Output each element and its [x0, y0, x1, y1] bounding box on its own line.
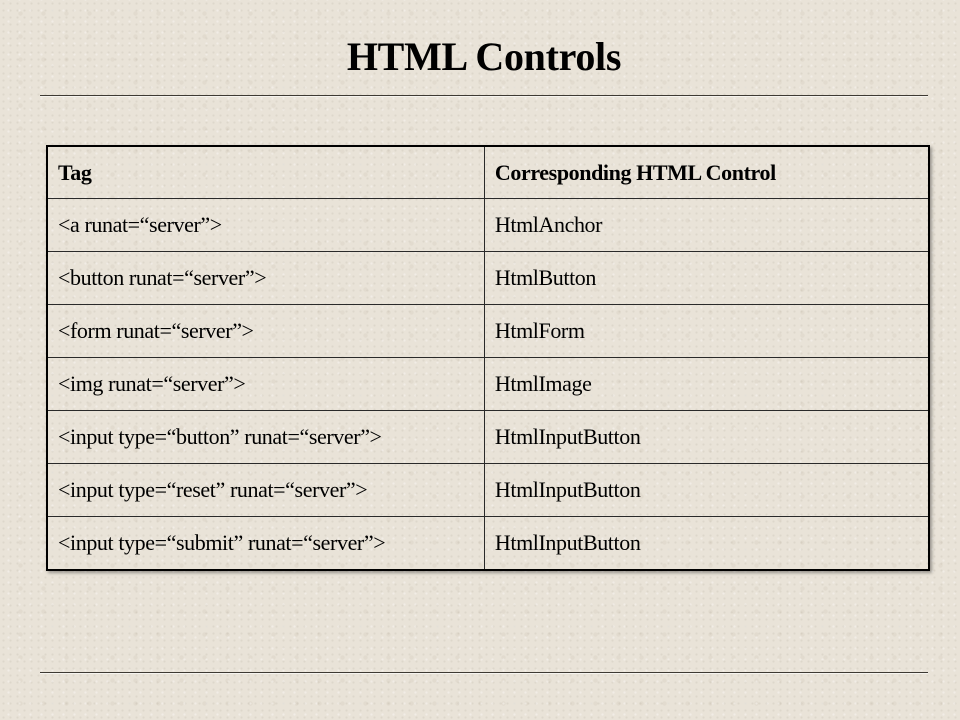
header-control: Corresponding HTML Control: [484, 146, 929, 199]
table-row: [47, 305, 929, 358]
control-cell: HtmlButton: [484, 252, 929, 305]
control-cell: HtmlAnchor: [484, 199, 929, 252]
table-row: [47, 464, 929, 517]
tag-cell: <input type=“submit” runat=“server”>: [47, 517, 484, 571]
tag-cell: <input type=“reset” runat=“server”>: [47, 464, 484, 517]
table-row: [47, 358, 929, 411]
table-row: [47, 517, 929, 571]
tag-cell: <form runat=“server”>: [47, 305, 484, 358]
top-divider: [40, 95, 928, 96]
control-cell: HtmlImage: [484, 358, 929, 411]
table-row: [47, 252, 929, 305]
table-row: [47, 411, 929, 464]
tag-cell: <input type=“button” runat=“server”>: [47, 411, 484, 464]
control-cell: HtmlForm: [484, 305, 929, 358]
control-cell: HtmlInputButton: [484, 464, 929, 517]
control-cell: HtmlInputButton: [484, 517, 929, 571]
tag-cell: <img runat=“server”>: [47, 358, 484, 411]
table-header-row: [47, 146, 929, 199]
header-tag: Tag: [47, 146, 484, 199]
slide-title: HTML Controls: [346, 34, 622, 79]
bottom-divider: [40, 672, 928, 673]
tag-cell: <button runat=“server”>: [47, 252, 484, 305]
tag-cell: <a runat=“server”>: [47, 199, 484, 252]
table-row: [47, 199, 929, 252]
control-cell: HtmlInputButton: [484, 411, 929, 464]
controls-table: [46, 145, 930, 571]
